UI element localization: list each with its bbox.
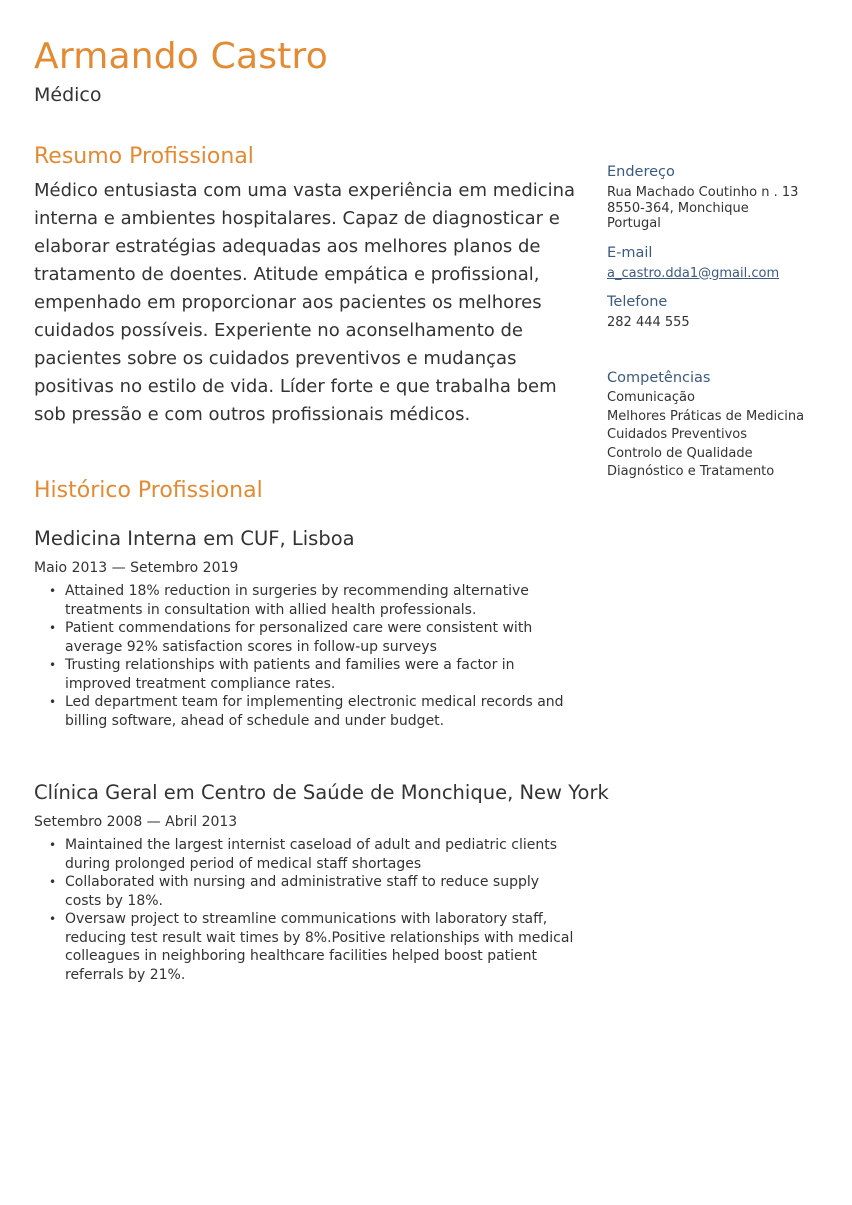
job-bullet: • Maintained the largest internist caseload of adult and pediatric clients during prolonged period of medical staff shortages — [65, 836, 579, 873]
job-bullet-list — [34, 582, 579, 730]
address-block — [607, 164, 837, 232]
job-dates: Setembro 2008 — Abril 2013 — [34, 814, 238, 830]
candidate-name: Armando Castro — [34, 36, 328, 77]
job-bullet: • Trusting relationships with patients and families were a factor in improved treatment compliance rates. — [65, 656, 579, 693]
skill-item: Comunicação — [607, 390, 695, 405]
job-bullet: • Oversaw project to streamline communications with laboratory staff, reducing test result wait times by 8%.Positive relationships with medical colleagues in neighboring healthcare facilities helped boost patient referrals by 21%. — [65, 910, 579, 984]
skills-heading: Competências — [607, 370, 711, 386]
address-line: 8550-364, Monchique — [607, 200, 749, 216]
email-heading: E-mail — [607, 244, 653, 261]
skills-block — [607, 370, 837, 482]
address-text — [607, 185, 837, 232]
job-bullet: • Patient commendations for personalized care were consistent with average 92% satisfaction scores in follow-up surveys — [65, 619, 579, 656]
address-heading: Endereço — [607, 164, 675, 180]
skill-item: Controlo de Qualidade — [607, 445, 753, 461]
address-line: Portugal — [607, 216, 661, 231]
email-block — [607, 245, 837, 281]
history-heading: Histórico Profissional — [34, 478, 263, 503]
summary-heading: Resumo Profissional — [34, 144, 254, 169]
job-entry — [34, 781, 609, 984]
skill-item: Cuidados Preventivos — [607, 427, 747, 442]
phone-block — [607, 294, 837, 331]
job-title: Clínica Geral em Centro de Saúde de Monchique, New York — [34, 781, 609, 804]
phone-heading: Telefone — [607, 293, 668, 310]
skill-item: Melhores Práticas de Medicina — [607, 408, 805, 424]
email-link[interactable]: a_castro.dda1@gmail.com — [607, 265, 780, 281]
job-bullet: • Led department team for implementing electronic medical records and billing software, ahead of schedule and under budget. — [65, 693, 579, 730]
skill-item: Diagnóstico e Tratamento — [607, 464, 775, 479]
skills-list — [607, 389, 837, 482]
address-line: Rua Machado Coutinho n . 13 — [607, 185, 799, 200]
candidate-title: Médico — [34, 84, 102, 106]
summary-section — [34, 144, 579, 429]
sidebar — [607, 164, 837, 482]
job-bullet: • Attained 18% reduction in surgeries by recommending alternative treatments in consultation with allied health professionals. — [65, 582, 579, 619]
job-entry — [34, 527, 579, 730]
job-bullet-list — [34, 836, 579, 984]
summary-text: Médico entusiasta com uma vasta experiência em medicina interna e ambientes hospitalares. Capaz de diagnosticar e elaborar estratégias adequadas aos melhores planos de tratamento de doentes. Atitude empática e profissional, empenhado em proporcionar aos pacientes os melhores cuidados possíveis. Experiente no aconselhamento de pacientes sobre os cuidados preventivos e mudanças positivas no estilo de vida. Líder forte e que trabalha bem sob pressão e com outros profissionais médicos. — [34, 180, 576, 425]
job-title: Medicina Interna em CUF, Lisboa — [34, 527, 355, 550]
job-bullet: • Collaborated with nursing and administrative staff to reduce supply costs by 18%. — [65, 873, 579, 910]
job-dates: Maio 2013 — Setembro 2019 — [34, 560, 239, 576]
phone-text: 282 444 555 — [607, 314, 690, 330]
